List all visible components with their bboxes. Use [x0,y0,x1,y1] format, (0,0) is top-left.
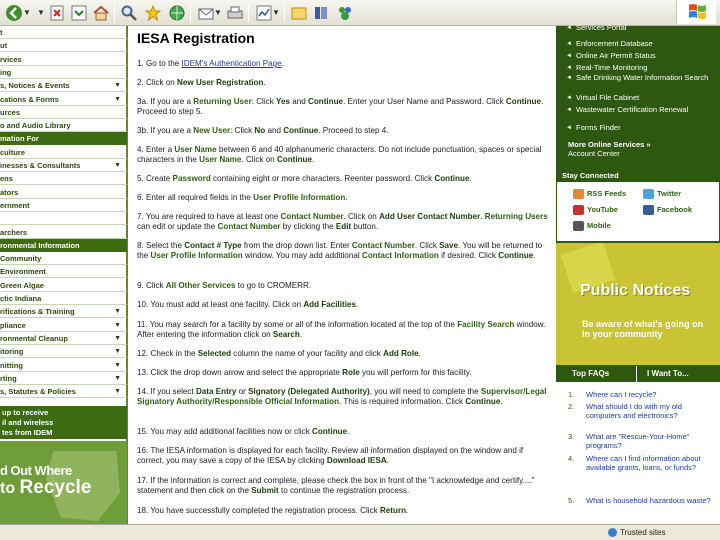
sidebar-nav-item[interactable] [0,252,127,265]
refresh-icon [71,5,87,21]
chevron-down-icon: ▼ [114,374,121,382]
instruction-step: 11. You may search for a facility by some or all of the information located at the top of the Facility Search window. After entering the information click on Search. [137,320,546,340]
page-content [0,23,720,524]
recycle-banner-line1: d Out Where [0,463,72,478]
sidebar-nav-label: Green Algae [0,280,44,290]
instruction-step: 7. You are required to have at least one Contact Number. Click on Add User Contact Number. Returning Users can edit or update the Contact Number by clicking the Edit button. [137,212,548,232]
promo-text-line: il and wireless [2,418,54,427]
printer-icon [227,5,243,21]
windows-flag-icon [677,0,717,24]
messenger-button[interactable] [336,4,354,22]
sidebar-nav-item[interactable] [0,53,127,66]
sidebar-nav-label: cations & Forms [0,94,59,104]
mobile-link[interactable] [573,221,611,231]
online-service-link[interactable]: ◄ Enforcement Database [566,40,716,49]
instruction-step: 3b. If you are a New User: Click No and Continue. Proceed to step 4. [137,126,389,135]
sidebar-nav-item[interactable] [0,132,127,145]
youtube-link[interactable] [573,205,618,215]
stay-connected-box [556,168,720,242]
online-service-link[interactable]: ◄ Online Air Permit Status [566,52,716,61]
sidebar-nav-label: Environment [0,267,46,277]
sidebar-nav-item[interactable] [0,226,127,239]
sidebar-nav-item[interactable] [0,39,127,52]
sidebar-nav-label: o and Audio Library [0,121,71,131]
print-button[interactable] [226,4,244,22]
sidebar-nav-item[interactable] [0,319,127,332]
trusted-sites-icon [608,528,617,537]
sidebar-nav-label: ens [0,174,13,184]
sidebar-nav-item[interactable] [0,279,127,292]
faq-item[interactable] [560,454,718,472]
search-icon [121,5,137,21]
messenger-icon [337,5,353,21]
social-label: Facebook [657,205,693,214]
instruction-step: 5. Create Password containing eight or more characters. Reenter password. Click Continue. [137,174,472,183]
sidebar-nav-item[interactable] [0,93,127,106]
instruction-step: 18. You have successfully completed the registration process. Click Return. [137,506,409,515]
home-button[interactable] [92,4,110,22]
home-icon [93,5,109,21]
page-title: IESA Registration [137,30,255,46]
sidebar-nav-label: rifications & Training [0,307,75,317]
instruction-step: 15. You may add additional facilities now or click Continue. [137,427,350,436]
sidebar-nav-item[interactable] [0,106,127,119]
chevron-down-icon: ▼ [114,82,121,90]
forward-dropdown[interactable]: ▼ [37,8,45,17]
online-service-link[interactable]: ◄ Virtual File Cabinet [566,94,716,103]
sidebar-nav-label: Community [0,254,42,264]
chevron-down-icon: ▼ [114,321,121,329]
public-notices-subtitle: Be aware of what's going on in your community [582,319,704,339]
search-button[interactable] [120,4,138,22]
instruction-step: 3a. If you are a Returning User: Click Yes and Continue. Enter your User Name and Password. Click Continue. Proceed to step 5. [137,97,544,117]
twitter-link[interactable] [643,189,681,199]
instruction-step: 6. Enter all required fields in the User Profile Information. [137,193,348,202]
public-notices-title: Public Notices [580,282,691,299]
online-service-link[interactable]: ◄ Services Portal [566,24,716,33]
sidebar-nav-label: ernment [0,200,30,210]
sidebar-nav-item[interactable] [0,119,127,132]
sidebar-nav-label: archers [0,227,28,237]
instruction-step: 4. Enter a User Name between 6 and 40 alphanumeric characters. Do not include punctuation, spaces or special characters in the User Name. Click on Continue. [137,145,542,165]
favorites-button[interactable] [144,4,162,22]
faq-number: 5. [568,496,575,505]
instruction-step: 14. If you select Data Entry or Signatory (Delegated Authority), you will need to complete the Supervisor/Legal Signatory Authority/Responsible Official Information. This is required information. Click Continue. [137,387,547,407]
mail-icon [198,5,214,21]
back-icon [5,4,23,22]
promo-text-line: tes from IDEM [2,428,53,437]
faq-question: What is household hazardous waste? [586,496,711,505]
chevron-down-icon: ▼ [114,308,121,316]
page-icon [49,5,65,21]
social-label: Mobile [587,221,611,230]
faq-tabs [556,366,720,382]
recycle-banner[interactable] [0,441,127,524]
more-online-services-link[interactable] [568,140,651,158]
sidebar-nav-label: rvices [0,54,22,64]
chevron-down-icon: ▼ [114,348,121,356]
windows-logo [676,0,716,24]
sidebar-nav-label: ronmental Cleanup [0,333,68,343]
online-service-link[interactable]: ◄ Real-Time Monitoring [566,64,716,73]
sidebar-nav-item[interactable] [0,332,127,345]
globe-icon [169,5,185,21]
recycle-banner-line2 [0,477,91,499]
sidebar-nav-label: ronmental Information [0,240,80,250]
folder-icon [291,5,307,21]
sidebar-nav-item[interactable] [0,372,127,385]
faq-question: What are "Rescue-Your-Home" programs? [586,432,690,450]
faq-item[interactable] [560,390,718,399]
public-notices-banner[interactable] [556,243,720,365]
faq-number: 2. [568,402,575,411]
facebook-link[interactable] [643,205,692,215]
faq-item[interactable] [560,496,718,505]
online-service-link[interactable]: ◄ Safe Drinking Water Information Search [566,74,716,83]
email-notification-promo[interactable] [0,406,127,439]
sidebar-nav-label: urces [0,107,21,117]
sidebar-nav-item[interactable] [0,345,127,358]
faq-question: Where can I recycle? [586,390,657,399]
sidebar-nav-label: s, Notices & Events [0,81,70,91]
discuss-button[interactable] [290,4,308,22]
rss-feeds-link[interactable] [573,189,626,199]
instruction-step: 10. You must add at least one facility. Click on Add Facilities. [137,300,359,309]
sidebar-nav-label: t [0,28,3,37]
instruction-step: 8. Select the Contact # Type from the drop down list. Enter Contact Number. Click Save. You will be returned to the User Profile Information window. You may add additional Contact Information if desired. Click Continue. [137,241,543,261]
refresh-button[interactable] [70,4,88,22]
online-services-links [556,23,720,136]
sidebar-nav-item[interactable] [0,146,127,159]
instruction-step: 12. Check in the Selected column the name of your facility and click Add Role. [137,349,421,358]
faq-item[interactable] [560,402,718,420]
tab-i-want-to[interactable]: I Want To... [636,366,689,382]
mobile-icon [573,221,584,231]
instruction-step: 2. Click on New User Registration. [137,78,266,87]
chevron-down-icon: ▼ [114,162,121,169]
main-content [130,26,554,524]
social-label: YouTube [587,205,618,214]
sidebar-nav-label: itoring [0,347,24,357]
rss-feeds-icon [573,189,584,199]
instruction-step: 17. If the information is correct and complete, please check the box in front of the "I acknowledge and certify...." statement and then click on the Submit to continue the registration process. [137,476,535,496]
instruction-step: 16. The IESA information is displayed for each facility. Review all information displayed on the window and if correct, you may save a copy of the IESA by clicking Download IESA. [137,446,524,466]
sidebar-nav-item[interactable] [0,292,127,305]
sidebar-nav-item[interactable] [0,359,127,372]
tab-top-faqs[interactable]: Top FAQs [572,369,610,378]
chevron-down-icon: ▼ [114,388,121,396]
sidebar-nav-label: nitting [0,360,23,370]
chevron-down-icon: ▼ [114,334,121,342]
faq-question: Where can I find information about available grants, loans, or funds? [586,454,701,472]
book-icon [313,5,329,21]
chevron-down-icon: ▼ [114,95,121,103]
sidebar-nav-label: culture [0,147,26,157]
sidebar-nav-label: ut [0,41,8,51]
instruction-step: 1. Go to the IDEM's Authentication Page. [137,59,284,68]
recycle-banner-word: Recycle [19,477,92,498]
sidebar-nav-item[interactable] [0,26,127,39]
sidebar-nav-label: ators [0,187,19,197]
twitter-icon [643,189,654,199]
youtube-icon [573,205,584,215]
media-button[interactable] [168,4,186,22]
sidebar-nav-item[interactable] [0,265,127,278]
online-service-link[interactable]: ◄ Forms Finder [566,124,716,133]
social-label: Twitter [657,189,682,198]
sidebar-nav-item[interactable] [0,239,127,252]
research-button[interactable] [312,4,330,22]
recycle-banner-prefix: to [0,480,20,497]
sidebar-nav-label: rting [0,373,17,383]
faq-panel [556,366,720,524]
edit-icon [256,5,272,21]
faq-number: 4. [568,454,575,463]
stay-connected-heading: Stay Connected [557,169,719,182]
sidebar-nav-item[interactable] [0,305,127,318]
security-zone-label: Trusted sites [620,528,666,537]
faq-number: 3. [568,432,575,441]
facebook-icon [643,205,654,215]
back-button[interactable] [3,4,33,22]
sidebar-nav-label: mation For [0,134,39,144]
faq-question: What should I do with my old computers and electronics? [586,402,682,420]
online-service-link[interactable]: ◄ Wastewater Certification Renewal [566,106,716,115]
sidebar-nav-item[interactable] [0,212,127,225]
star-icon [145,5,161,21]
more-online-label: More Online Services » [568,140,651,149]
chevron-down-icon[interactable]: ▼ [23,8,31,17]
sidebar-nav-label: ctic Indiana [0,294,42,303]
sidebar-nav-item[interactable] [0,199,127,212]
status-bar [0,524,720,540]
promo-text-line: up to receive [2,408,49,417]
instruction-step: 13. Click the drop down arrow and select the appropriate Role you will perform for this facility. [137,368,472,377]
sidebar-nav-label: inesses & Consultants [0,161,81,170]
sidebar-nav-item[interactable] [0,172,127,185]
account-center-label: Account Center [568,149,620,158]
faq-number: 1. [568,390,575,399]
instruction-step: 9. Click All Other Services to go to CROMERR. [137,281,312,290]
chevron-down-icon: ▼ [114,361,121,369]
sidebar-nav-item[interactable] [0,159,127,172]
chevron-down-icon[interactable]: ▼ [214,8,222,17]
stop-button[interactable] [48,4,66,22]
sidebar-nav-label: s, Statutes & Policies [0,387,76,397]
sidebar-nav-item[interactable] [0,186,127,199]
right-sidebar [556,23,720,524]
sidebar-nav-label: pliance [0,320,26,330]
sidebar-nav-item[interactable] [0,79,127,92]
faq-item[interactable] [560,432,718,450]
sidebar-nav-label: ing [0,67,12,77]
chevron-down-icon[interactable]: ▼ [272,8,280,17]
mail-button[interactable] [196,4,224,22]
sidebar-nav-item[interactable] [0,66,127,79]
social-label: RSS Feeds [587,189,627,198]
edit-button[interactable] [254,4,282,22]
sidebar-nav-item[interactable] [0,385,127,398]
